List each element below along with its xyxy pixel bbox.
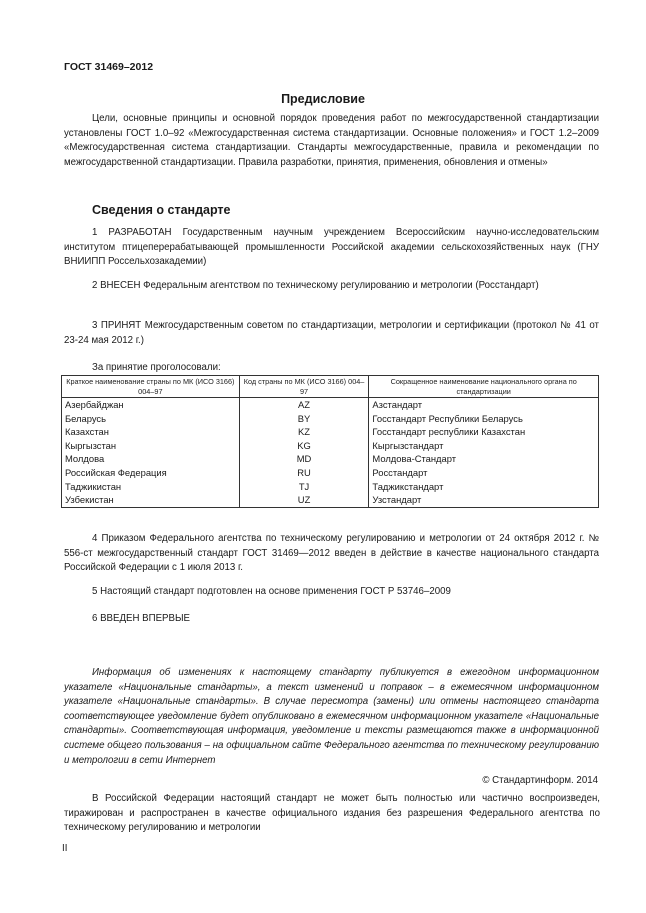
foreword-title: Предисловие: [281, 92, 365, 106]
foreword-text: Цели, основные принципы и основной порядок проведения работ по межгосударственной стандартизации установлены ГОСТ 1.0–92 «Межгосударственная система стандартизации. Основные положения» и ГОСТ 1.2–2009 «Межгосударственная система стандартизации. Стандарты межгосударственные, правила и рекомендации по межгосударственной стандартизации. Правила разработки, принятия, применения, обновления и отмены»: [64, 113, 599, 168]
standards-body: Азстандарт: [369, 398, 599, 412]
copyright: © Стандартинформ. 2014: [482, 775, 598, 786]
page-number: II: [62, 843, 68, 854]
country-name: Казахстан: [62, 425, 240, 439]
header-standards-body: Сокращенное наименование национального органа по стандартизации: [369, 376, 599, 398]
info-item-3: 3 ПРИНЯТ Межгосударственным советом по стандартизации, метрологии и сертификации (протокол № 41 от 23-24 мая 2012 г.): [64, 320, 599, 346]
table-row: [62, 439, 599, 453]
header-country-name: Краткое наименование страны по МК (ИСО 3166) 004–97: [62, 376, 240, 398]
country-code: TJ: [239, 480, 369, 494]
standards-body: Госстандарт Республики Беларусь: [369, 412, 599, 426]
standards-body: Госстандарт республики Казахстан: [369, 425, 599, 439]
standards-body: Росстандарт: [369, 466, 599, 480]
country-name: Беларусь: [62, 412, 240, 426]
table-header-row: [62, 376, 599, 398]
amendments-notice: Информация об изменениях к настоящему стандарту публикуется в ежегодном информационном указателе «Национальные стандарты», а текст изменений и поправок – в ежемесячном информационном указателе «Национальные стандарты». В случае пересмотра (замены) или отмены настоящего стандарта соответствующее уведомление будет опубликовано в ежемесячном информационном указателе «Национальные стандарты». Соответствующая информация, уведомление и тексты размещаются также в информационной системе общего пользования – на официальном сайте Федерального агентства по техническому регулированию и метрологии в сети Интернет: [64, 667, 599, 766]
country-name: Российская Федерация: [62, 466, 240, 480]
info-item-1: 1 РАЗРАБОТАН Государственным научным учреждением Всероссийским научно-исследовательским институтом птицеперерабатывающей промышленности Российской академии сельскохозяйственных наук (ГНУ ВНИИПП Россельхозакадемии): [64, 227, 599, 268]
standard-code-header: ГОСТ 31469–2012: [64, 61, 154, 73]
country-name: Узбекистан: [62, 493, 240, 507]
standards-body: Кыргызстандарт: [369, 439, 599, 453]
header-country-code: Код страны по МК (ИСО 3166) 004–97: [239, 376, 369, 398]
table-row: [62, 425, 599, 439]
table-row: [62, 452, 599, 466]
country-name: Азербайджан: [62, 398, 240, 412]
standards-body: Таджикстандарт: [369, 480, 599, 494]
country-code: MD: [239, 452, 369, 466]
info-item-5: 5 Настоящий стандарт подготовлен на основе применения ГОСТ Р 53746–2009: [92, 586, 451, 597]
country-code: KZ: [239, 425, 369, 439]
table-row: [62, 480, 599, 494]
country-name: Кыргызстан: [62, 439, 240, 453]
standards-body: Молдова-Стандарт: [369, 452, 599, 466]
country-code: RU: [239, 466, 369, 480]
votes-label: За принятие проголосовали:: [92, 362, 221, 373]
country-name: Молдова: [62, 452, 240, 466]
standards-body: Узстандарт: [369, 493, 599, 507]
table-row: [62, 412, 599, 426]
country-code: UZ: [239, 493, 369, 507]
info-item-6: 6 ВВЕДЕН ВПЕРВЫЕ: [92, 613, 191, 624]
country-code: KG: [239, 439, 369, 453]
country-code: BY: [239, 412, 369, 426]
votes-table: [61, 375, 599, 508]
info-item-2: 2 ВНЕСЕН Федеральным агентством по техническому регулированию и метрологии (Росстандарт): [92, 280, 539, 291]
reproduction-notice: В Российской Федерации настоящий стандарт не может быть полностью или частично воспроизведен, тиражирован и распространен в качестве официального издания без разрешения Федерального агентства по техническому регулированию и метрологии: [64, 793, 600, 834]
country-name: Таджикистан: [62, 480, 240, 494]
info-item-4: 4 Приказом Федерального агентства по техническому регулированию и метрологии от 24 октября 2012 г. № 556-ст межгосударственный стандарт ГОСТ 31469—2012 введен в действие в качестве национального стандарта Российской Федерации с 1 июля 2013 г.: [64, 533, 599, 574]
table-row: [62, 398, 599, 412]
info-title: Сведения о стандарте: [92, 203, 231, 217]
table-row: [62, 493, 599, 507]
table-row: [62, 466, 599, 480]
country-code: AZ: [239, 398, 369, 412]
